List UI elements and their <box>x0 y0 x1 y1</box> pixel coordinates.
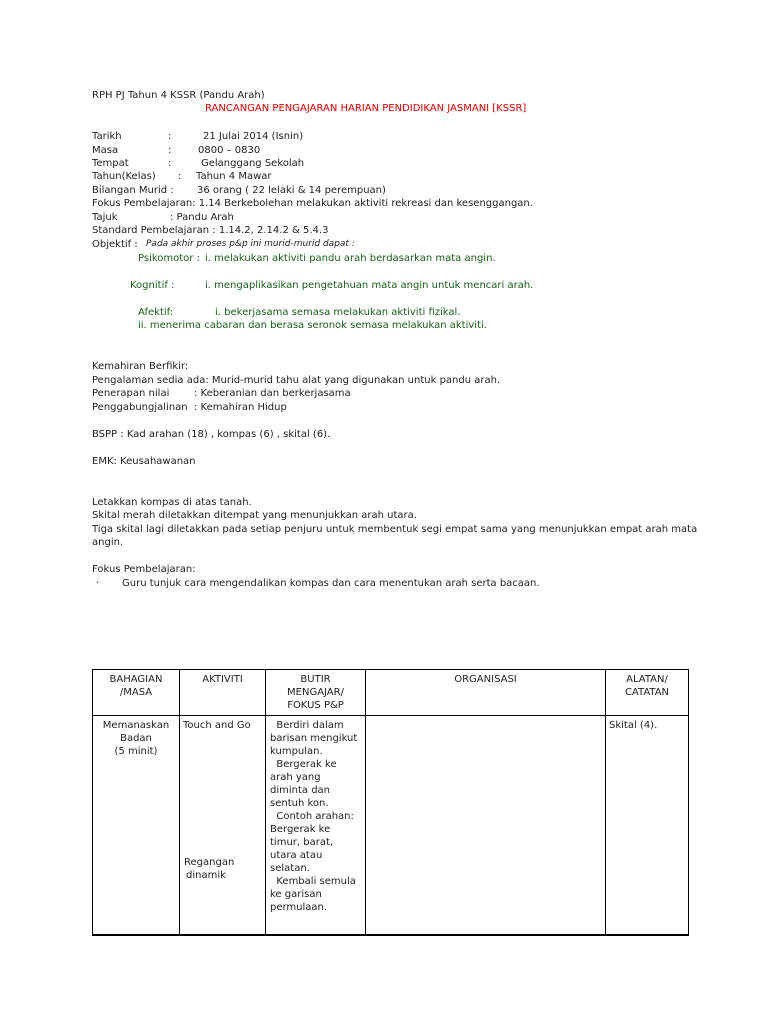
header-butir-3: FOKUS P&P <box>287 700 344 711</box>
header-bahagian-1: BAHAGIAN <box>109 674 163 685</box>
butir-line: barisan mengikut <box>270 733 358 744</box>
butir-line: timur, barat, <box>270 837 334 848</box>
objektif-value: Pada akhir proses p&p ini murid-murid dapat : <box>146 239 355 249</box>
setup-line-4: angin. <box>92 537 124 548</box>
penggabungjalinan-label: Penggabungjalinan <box>92 402 188 413</box>
masa-label: Masa <box>92 145 119 156</box>
setup-line-1: Letakkan kompas di atas tanah. <box>92 497 252 508</box>
setup-line-2: Skital merah diletakkan ditempat yang menunjukkan arah utara. <box>92 510 417 521</box>
cell-organisasi <box>366 716 606 936</box>
butir-line: utara atau <box>270 850 323 861</box>
header-bahagian-2: /MASA <box>119 687 153 698</box>
kognitif-label: Kognitif : <box>130 280 175 291</box>
bahagian-line-2: Badan <box>120 733 152 744</box>
fokus-pembelajaran: Fokus Pembelajaran: 1.14 Berkebolehan melakukan aktiviti rekreasi dan kesenggangan. <box>92 198 533 209</box>
masa-value: 0800 – 0830 <box>198 145 261 156</box>
bahagian-line-1: Memanaskan <box>102 720 170 731</box>
aktiviti-touch-and-go: Touch and Go <box>183 720 251 731</box>
bilangan-value: 36 orang ( 22 lelaki & 14 perempuan) <box>197 185 386 196</box>
bahagian-line-3: (5 minit) <box>114 746 158 757</box>
objektif-label: Objektif : <box>92 239 138 250</box>
tempat-sep: : <box>168 158 172 169</box>
header-organisasi <box>366 670 606 716</box>
butir-line: permulaan. <box>270 902 328 913</box>
tahun-value: Tahun 4 Mawar <box>196 171 272 182</box>
table-row <box>93 716 689 936</box>
tahun-label: Tahun(Kelas) <box>92 171 156 182</box>
butir-line: kumpulan. <box>270 746 323 757</box>
butir-line: Bergerak ke <box>270 824 331 835</box>
afektif-value-2: ii. menerima cabaran dan berasa seronok semasa melakukan aktiviti. <box>138 320 487 331</box>
bullet-icon: · <box>96 578 100 589</box>
doc-title: RPH PJ Tahun 4 KSSR (Pandu Arah) <box>92 90 265 101</box>
tahun-sep: : <box>178 171 182 182</box>
bspp: BSPP : Kad arahan (18) , kompas (6) , skital (6). <box>92 429 331 440</box>
aktiviti-dinamik: dinamik <box>186 870 226 881</box>
butir-line: Bergerak ke <box>270 759 337 770</box>
tempat-value: Gelanggang Sekolah <box>201 158 305 169</box>
tarikh-sep: : <box>168 131 172 142</box>
emk: EMK: Keusahawanan <box>92 456 196 467</box>
header-alatan-1: ALATAN/ <box>626 674 668 685</box>
setup-line-3: Tiga skital lagi diletakkan pada setiap penjuru untuk membentuk segi empat sama yang menunjukkan empat arah mata <box>92 524 698 535</box>
header-butir-1: BUTIR <box>300 674 331 685</box>
fokus-item: Guru tunjuk cara mengendalikan kompas dan cara menentukan arah serta bacaan. <box>122 578 540 589</box>
header-alatan <box>606 670 689 716</box>
penggabungjalinan-value: : Kemahiran Hidup <box>194 402 287 413</box>
psikomotor-value: i. melakukan aktiviti pandu arah berdasarkan mata angin. <box>205 253 496 264</box>
butir-line: arah yang <box>270 772 321 783</box>
standard-pembelajaran: Standard Pembelajaran : 1.14.2, 2.14.2 & 5.4.3 <box>92 225 329 236</box>
kognitif-value: i. mengaplikasikan pengetahuan mata angin untuk mencari arah. <box>205 280 534 291</box>
main-title: RANCANGAN PENGAJARAN HARIAN PENDIDIKAN JASMANI [KSSR] <box>205 103 527 114</box>
bilangan-label: Bilangan Murid : <box>92 185 174 196</box>
tajuk-label: Tajuk <box>92 212 118 223</box>
psikomotor-label: Psikomotor : <box>138 253 200 264</box>
butir-line: sentuh kon. <box>270 798 329 809</box>
header-aktiviti <box>180 670 266 716</box>
cell-butir <box>266 716 366 936</box>
header-alatan-2: CATATAN <box>624 687 670 698</box>
butir-line: selatan. <box>270 863 310 874</box>
tarikh-value: 21 Julai 2014 (Isnin) <box>203 131 304 142</box>
cell-alatan <box>606 716 689 936</box>
penerapan-value: : Keberanian dan berkerjasama <box>194 388 351 399</box>
header-butir-2: MENGAJAR/ <box>287 687 344 698</box>
butir-line: Contoh arahan: <box>270 811 354 822</box>
header-organisasi-label: ORGANISASI <box>454 674 517 685</box>
butir-line: ke garisan <box>270 889 322 900</box>
kemahiran-berfikir: Kemahiran Berfikir: <box>92 361 189 372</box>
cell-bahagian <box>93 716 180 936</box>
header-aktiviti-label: AKTIVITI <box>202 674 243 685</box>
alatan-value: Skital (4). <box>609 720 658 731</box>
table-header-row <box>93 670 689 716</box>
butir-line: Berdiri dalam <box>270 720 344 731</box>
masa-sep: : <box>168 145 172 156</box>
afektif-value-1: i. bekerjasama semasa melakukan aktiviti fizikal. <box>215 307 461 318</box>
butir-line: Kembali semula <box>270 876 356 887</box>
butir-line: diminta dan <box>270 785 331 796</box>
aktiviti-regangan: Regangan <box>184 857 235 868</box>
tajuk-value: : Pandu Arah <box>170 212 234 223</box>
fokus-label: Fokus Pembelajaran: <box>92 564 196 575</box>
cell-aktiviti <box>180 716 266 936</box>
afektif-label: Afektif: <box>138 307 174 318</box>
header-butir <box>266 670 366 716</box>
penerapan-label: Penerapan nilai <box>92 388 170 399</box>
pengalaman-sedia-ada: Pengalaman sedia ada: Murid-murid tahu alat yang digunakan untuk pandu arah. <box>92 375 501 386</box>
header-bahagian <box>93 670 180 716</box>
lesson-table <box>92 669 689 936</box>
tempat-label: Tempat <box>92 158 129 169</box>
tarikh-label: Tarikh <box>92 131 122 142</box>
